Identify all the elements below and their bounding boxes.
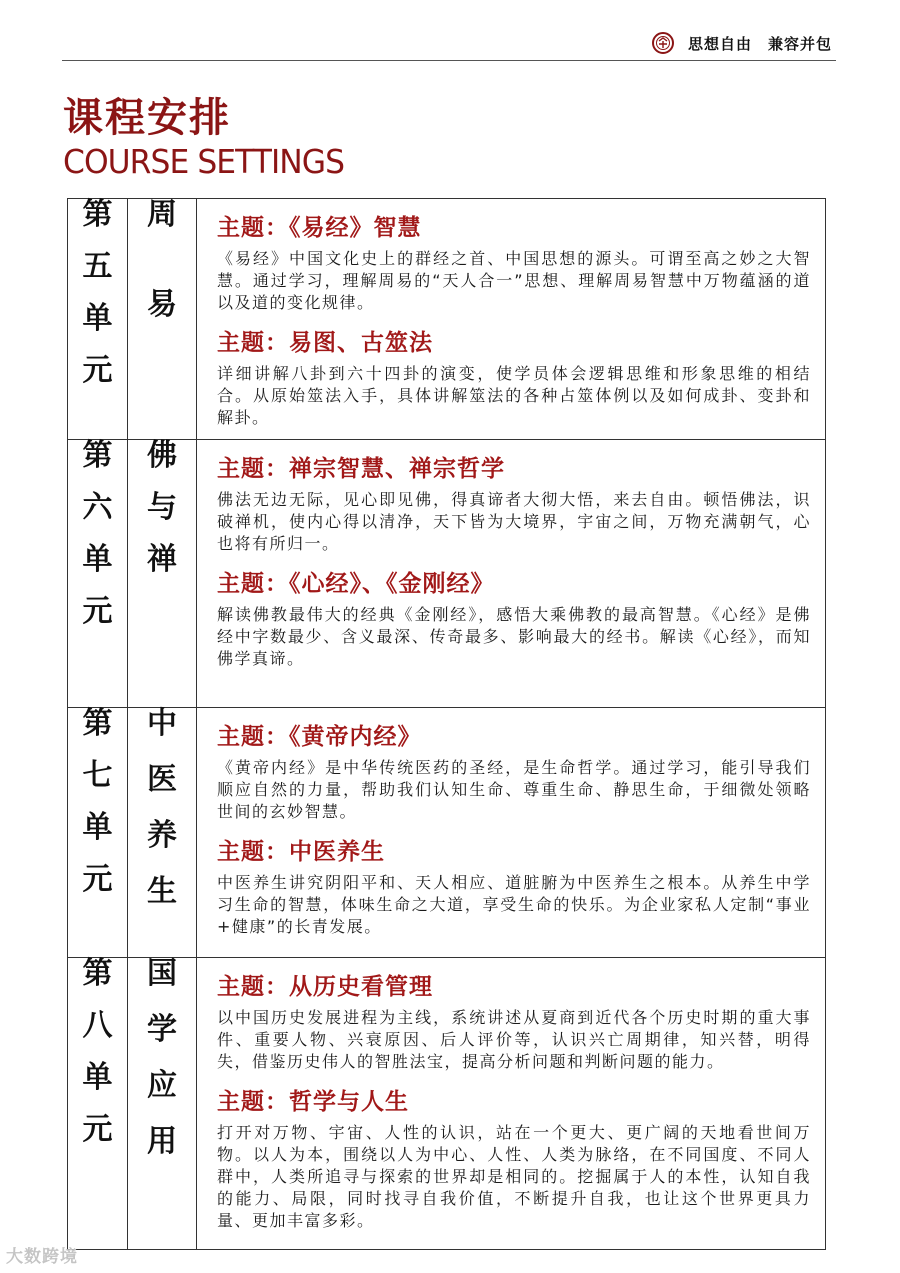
subject-char: 应 [147, 1068, 177, 1103]
topic-description: 以中国历史发展进程为主线，系统讲述从夏商到近代各个历史时期的重大事件、重要人物、兴衰原因、后人评价等，认识兴亡周期律，知兴替，明得失，借鉴历史伟人的智胜法宝，提高分析问题和判断问题的能力。 [217, 1008, 811, 1071]
unit-char: 第 [82, 956, 113, 991]
page-header [62, 28, 836, 61]
unit-label [69, 197, 126, 388]
unit-char: 单 [82, 301, 113, 336]
unit-row [68, 199, 826, 440]
unit-char: 元 [82, 862, 113, 897]
unit-label-cell [68, 199, 128, 440]
topic-title: 主题：中医养生 [217, 839, 385, 865]
unit-label [69, 706, 126, 897]
university-seal-icon [652, 32, 674, 54]
topic-description: 详细讲解八卦到六十四卦的演变，使学员体会逻辑思维和形象思维的相结合。从原始筮法入手，具体讲解筮法的各种占筮体例以及如何成卦、变卦和解卦。 [217, 364, 811, 427]
unit-char: 八 [82, 1008, 113, 1043]
topic-title: 主题：《黄帝内经》 [217, 724, 422, 750]
subject-label [129, 706, 195, 909]
unit-label [69, 956, 126, 1147]
unit-row [68, 958, 826, 1250]
subject-char: 学 [147, 1012, 177, 1047]
subject-char: 禅 [147, 542, 177, 577]
topics-cell [197, 440, 826, 708]
unit-char: 元 [82, 353, 113, 388]
unit-char: 元 [82, 1112, 113, 1147]
subject-label [129, 956, 195, 1159]
unit-char: 五 [82, 249, 113, 284]
topic-title: 主题：禅宗智慧、禅宗哲学 [217, 456, 505, 482]
slogan: 思想自由 兼容并包 [687, 35, 832, 53]
unit-label-cell [68, 440, 128, 708]
topic-title: 主题：《易经》智慧 [217, 215, 422, 241]
topic-description: 《黄帝内经》是中华传统医药的圣经，是生命哲学。通过学习，能引导我们顺应自然的力量，帮助我们认知生命、尊重生命、静思生命，于细微处领略世间的玄妙智慧。 [217, 758, 811, 821]
subject-label [129, 197, 195, 322]
topic-title: 主题：易图、古筮法 [217, 330, 433, 356]
subject-char: 用 [147, 1124, 177, 1159]
subject-cell [128, 708, 197, 958]
subject-cell [128, 958, 197, 1250]
subject-char: 佛 [147, 438, 177, 473]
unit-char: 单 [82, 810, 113, 845]
subject-char: 易 [147, 287, 177, 322]
unit-label [69, 438, 126, 629]
subject-char: 医 [147, 762, 177, 797]
watermark: 大数跨境 [6, 1247, 78, 1267]
topic-title: 主题：从历史看管理 [217, 974, 433, 1000]
subject-char: 中 [147, 706, 177, 741]
page-title: 课程安排 [63, 95, 231, 141]
page-subtitle: COURSE SETTINGS [63, 142, 345, 181]
topics-cell [197, 199, 826, 440]
unit-char: 七 [82, 758, 113, 793]
unit-char: 元 [82, 594, 113, 629]
unit-char: 第 [82, 438, 113, 473]
subject-char: 国 [147, 956, 177, 991]
subject-char: 养 [147, 818, 177, 853]
topics-cell [197, 708, 826, 958]
topic-description: 中医养生讲究阴阳平和、天人相应、道脏腑为中医养生之根本。从养生中学习生命的智慧，体味生命之大道，享受生命的快乐。为企业家私人定制“事业+健康”的长青发展。 [217, 873, 811, 936]
subject-char: 生 [147, 874, 177, 909]
unit-char: 单 [82, 542, 113, 577]
topic-description: 解读佛教最伟大的经典《金刚经》，感悟大乘佛教的最高智慧。《心经》是佛经中字数最少、含义最深、传奇最多、影响最大的经书。解读《心经》，而知佛学真谛。 [217, 605, 811, 668]
topics-cell [197, 958, 826, 1250]
course-table [67, 198, 826, 1250]
topic-title: 主题：哲学与人生 [217, 1089, 409, 1115]
unit-label-cell [68, 958, 128, 1250]
unit-char: 六 [82, 490, 113, 525]
topic-description: 佛法无边无际，见心即见佛，得真谛者大彻大悟，来去自由。顿悟佛法，识破禅机，使内心得以清净，天下皆为大境界，宇宙之间，万物充满朝气，心也将有所归一。 [217, 490, 811, 553]
topic-description: 打开对万物、宇宙、人性的认识，站在一个更大、更广阔的天地看世间万物。以人为本，围绕以人为中心、人性、人类为脉络，在不同国度、不同人群中，人类所追寻与探索的世界却是相同的。挖掘属于人的本性，认知自我的能力、局限，同时找寻自我价值，不断提升自我，也让这个世界更具力量、更加丰富多彩。 [217, 1123, 811, 1230]
subject-label [129, 438, 195, 577]
unit-char: 第 [82, 706, 113, 741]
subject-char: 与 [147, 490, 177, 525]
unit-row [68, 440, 826, 708]
subject-cell [128, 199, 197, 440]
topic-description: 《易经》中国文化史上的群经之首、中国思想的源头。可谓至高之妙之大智慧。通过学习，理解周易的“天人合一”思想、理解周易智慧中万物蕴涵的道以及道的变化规律。 [217, 249, 811, 312]
unit-char: 单 [82, 1060, 113, 1095]
topic-title: 主题：《心经》、《金刚经》 [217, 571, 495, 597]
unit-row [68, 708, 826, 958]
subject-cell [128, 440, 197, 708]
subject-char: 周 [147, 197, 177, 232]
unit-char: 第 [82, 197, 113, 232]
unit-label-cell [68, 708, 128, 958]
